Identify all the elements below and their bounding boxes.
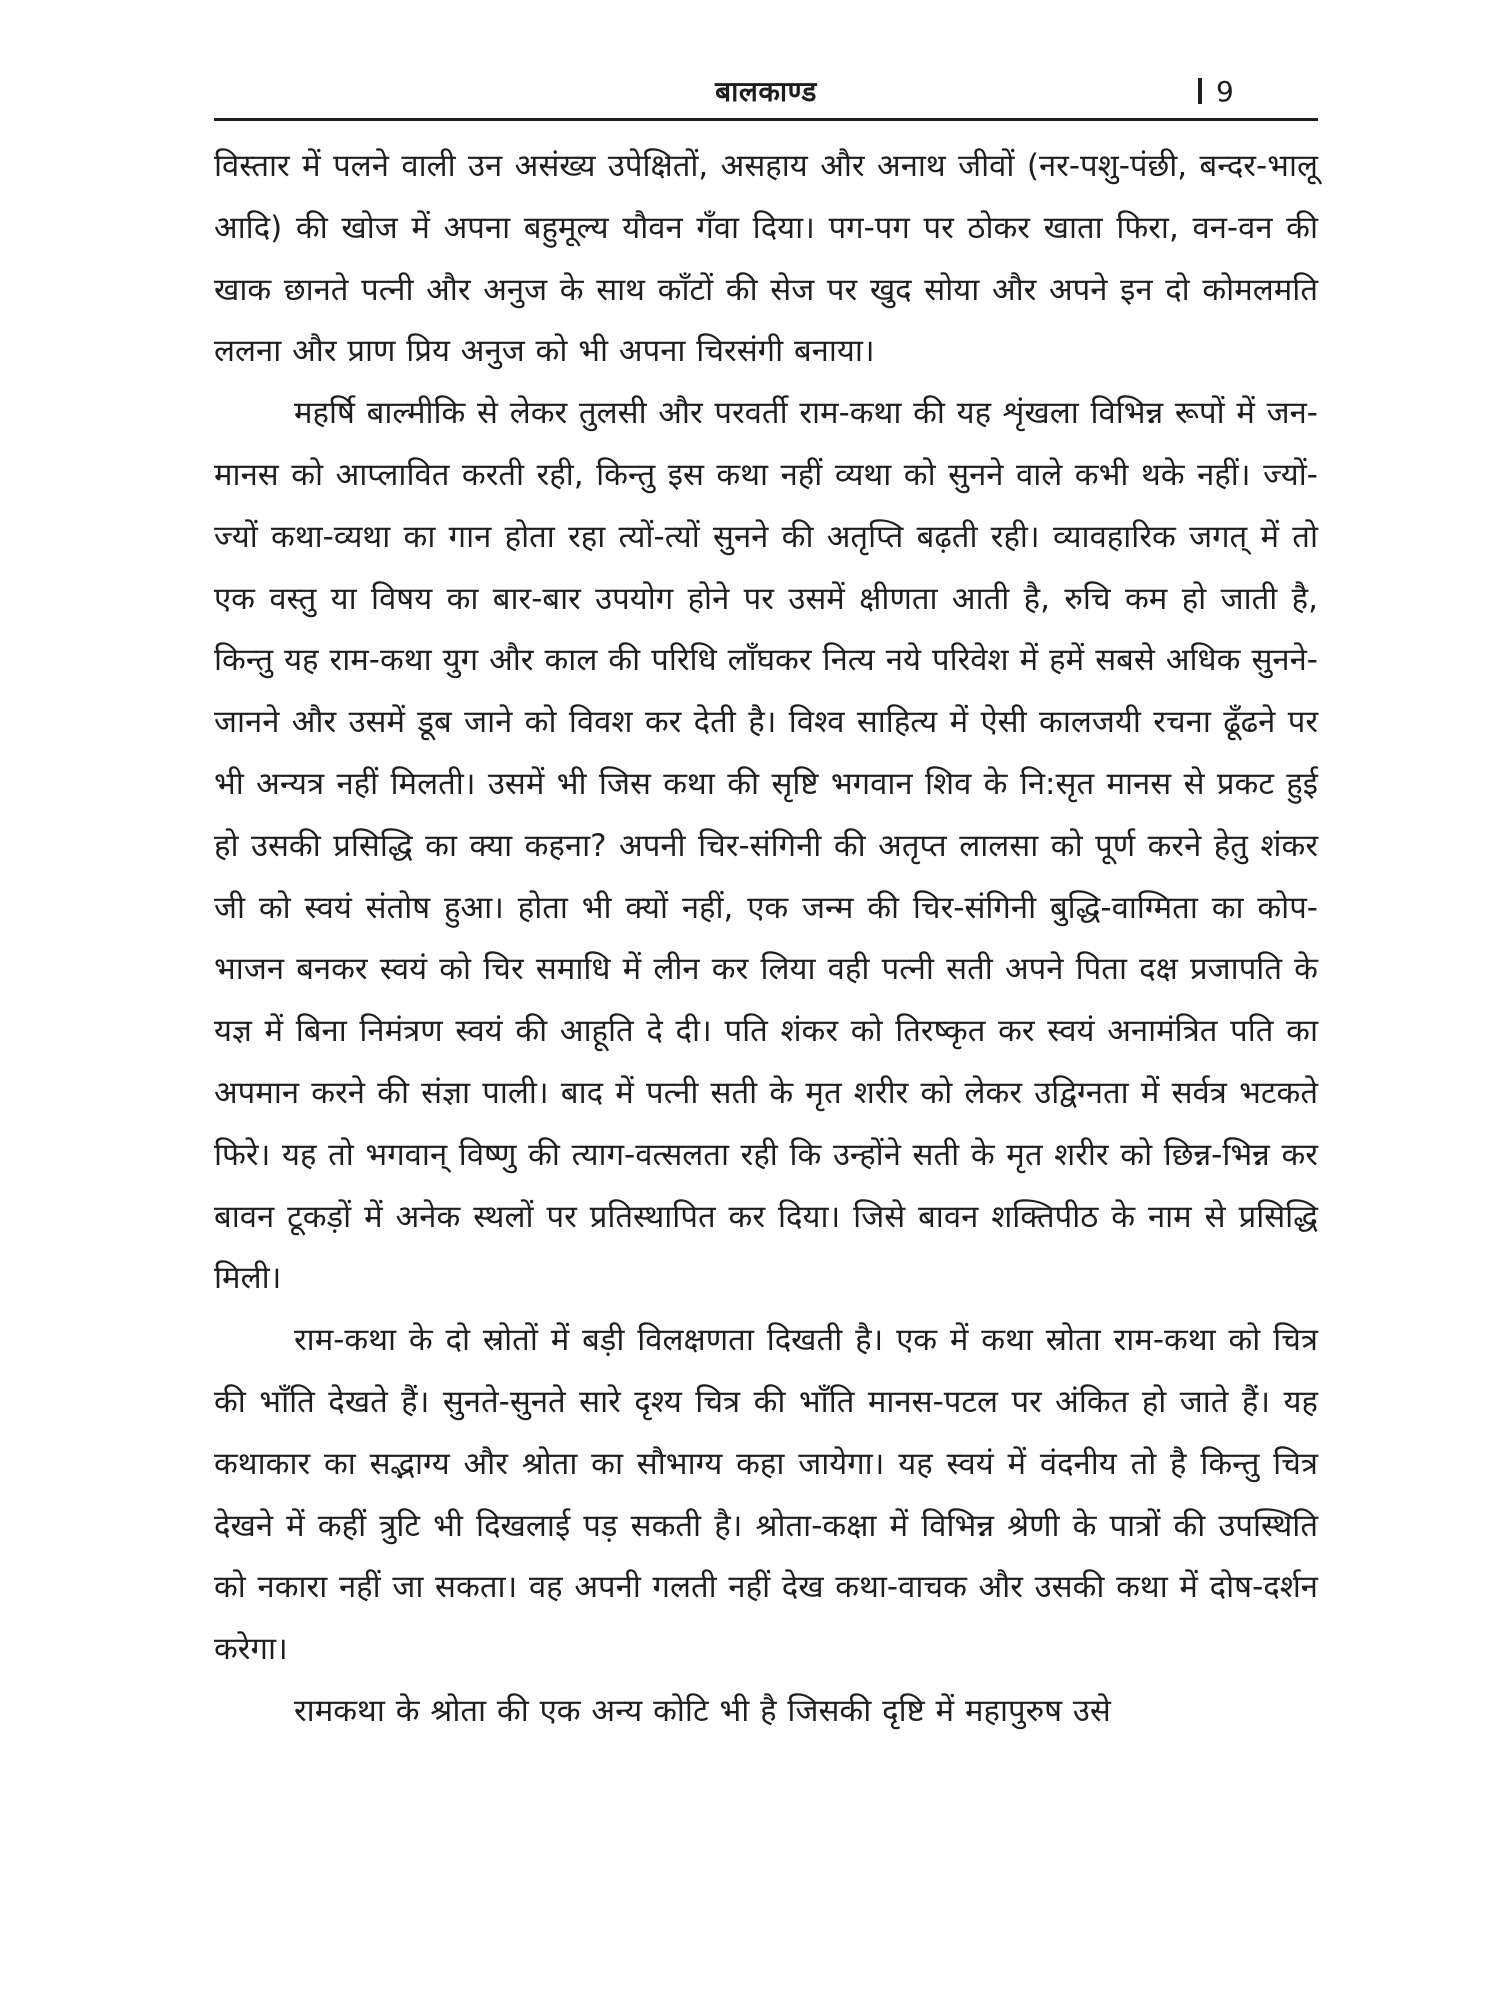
paragraph-continuation: विस्तार में पलने वाली उन असंख्य उपेक्षितों, असहाय और अनाथ जीवों (नर-पशु-पंछी, बन्दर-भालू आदि) की खोज में अपना बहुमूल्य यौवन गँवा दिया। पग-पग पर ठोकर खाता फिरा, वन-वन की खाक छानते पत्नी और अनुज के साथ काँटों की सेज पर खुद सोया और अपने इन दो कोमलमति ललना और प्राण प्रिय अनुज को भी अपना चिरसंगी बनाया। — [214, 148, 1318, 370]
chapter-title: बालकाण्ड — [715, 75, 817, 108]
page-body — [214, 136, 1318, 1743]
header-separator — [1198, 78, 1202, 104]
paragraph-two-sources: राम-कथा के दो स्रोतों में बड़ी विलक्षणता दिखती है। एक में कथा स्रोता राम-कथा को चित्र की भाँति देखते हैं। सुनते-सुनते सारे दृश्य चित्र की भाँति मानस-पटल पर अंकित हो जाते हैं। यह कथाकार का सद्भाग्य और श्रोता का सौभाग्य कहा जायेगा। यह स्वयं में वंदनीय तो है किन्तु चित्र देखने में कहीं त्रुटि भी दिखलाई पड़ सकती है। श्रोता-कक्षा में विभिन्न श्रेणी के पात्रों की उपस्थिति को नकारा नहीं जा सकता। वह अपनी गलती नहीं देख कथा-वाचक और उसकी कथा में दोष-दर्शन करेगा। — [214, 1322, 1318, 1668]
running-header — [214, 72, 1318, 130]
page-number: 9 — [1216, 75, 1234, 108]
paragraph-ram-katha-tradition: महर्षि बाल्मीकि से लेकर तुलसी और परवर्ती राम-कथा की यह शृंखला विभिन्न रूपों में जन-मानस को आप्लावित करती रही, किन्तु इस कथा नहीं व्यथा को सुनने वाले कभी थके नहीं। ज्यों-ज्यों कथा-व्यथा का गान होता रहा त्यों-त्यों सुनने की अतृप्ति बढ़ती रही। व्यावहारिक जगत् में तो एक वस्तु या विषय का बार-बार उपयोग होने पर उसमें क्षीणता आती है, रुचि कम हो जाती है, किन्तु यह राम-कथा युग और काल की परिधि लाँघकर नित्य नये परिवेश में हमें सबसे अधिक सुनने-जानने और उसमें डूब जाने को विवश कर देती है। विश्व साहित्य में ऐसी कालजयी रचना ढूँढने पर भी अन्यत्र नहीं मिलती। उसमें भी जिस कथा की सृष्टि भगवान शिव के नि:सृत मानस से प्रकट हुई हो उसकी प्रसिद्धि का क्या कहना? अपनी चिर-संगिनी की अतृप्त लालसा को पूर्ण करने हेतु शंकर जी को स्वयं संतोष हुआ। होता भी क्यों नहीं, एक जन्म की चिर-संगिनी बुद्धि-वाग्मिता का कोप-भाजन बनकर स्वयं को चिर समाधि में लीन कर लिया वही पत्नी सती अपने पिता दक्ष प्रजापति के यज्ञ में बिना निमंत्रण स्वयं की आहूति दे दी। पति शंकर को तिरष्कृत कर स्वयं अनामंत्रित पति का अपमान करने की संज्ञा पाली। बाद में पत्नी सती के मृत शरीर को लेकर उद्विग्नता में सर्वत्र भटकते फिरे। यह तो भगवान् विष्णु की त्याग-वत्सलता रही कि उन्होंने सती के मृत शरीर को छिन्न-भिन्न कर बावन टूकड़ों में अनेक स्थलों पर प्रतिस्थापित कर दिया। जिसे बावन शक्तिपीठ के नाम से प्रसिद्धि मिली। — [214, 395, 1318, 1297]
paragraph-listeners: रामकथा के श्रोता की एक अन्य कोटि भी है जिसकी दृष्टि में महापुरुष उसे — [294, 1692, 1111, 1729]
header-rule — [214, 118, 1318, 121]
